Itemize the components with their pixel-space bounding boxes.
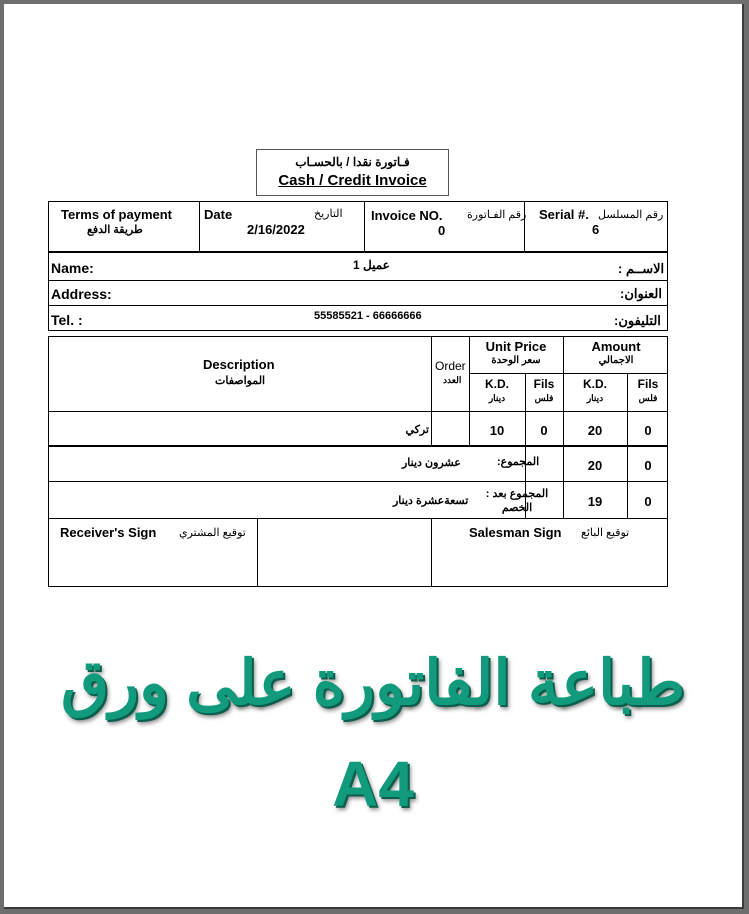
item-description: تركي — [405, 424, 429, 436]
banner-arabic: طباعة الفاتورة على ورق — [60, 649, 686, 718]
items-table — [48, 336, 668, 519]
customer-box — [48, 252, 668, 331]
receiver-sign-ar: توقيع المشتري — [179, 527, 246, 539]
total-fils: 0 — [644, 458, 652, 473]
net-label: المجموع بعد : الخصم — [485, 488, 549, 514]
tel-value: 55585521 - 66666666 — [314, 310, 422, 322]
amount-kd-header-ar: دينار — [586, 393, 604, 403]
signatures-box — [48, 518, 668, 587]
net-fils: 0 — [644, 494, 652, 509]
name-label-en: Name: — [51, 260, 94, 276]
unit-fils-header-ar: فلس — [534, 393, 554, 403]
unit-kd-header-ar: دينار — [488, 393, 506, 403]
print-preview-page — [4, 4, 744, 909]
item-amount-fils: 0 — [644, 423, 652, 438]
address-label-ar: العنوان: — [620, 286, 662, 301]
salesman-sign-ar: توقيع البائع — [581, 527, 630, 539]
date-label-en: Date — [204, 207, 233, 222]
unit-price-header-ar: سعر الوحدة — [491, 355, 541, 366]
net-kd: 19 — [587, 494, 603, 509]
receiver-sign-en: Receiver's Sign — [60, 525, 157, 540]
invoice-value: 0 — [438, 223, 446, 238]
tel-label-ar: التليفون: — [614, 313, 661, 328]
amount-fils-header: Fils — [637, 377, 659, 391]
net-words: تسعةعشرة دينار — [393, 495, 469, 507]
terms-label-ar: طريقة الدفع — [87, 224, 143, 236]
total-kd: 20 — [587, 458, 603, 473]
amount-header-en: Amount — [591, 339, 641, 354]
description-header-ar: المواصفات — [215, 375, 266, 387]
tel-label-en: Tel. : — [51, 312, 83, 328]
address-label-en: Address: — [51, 286, 112, 302]
serial-value: 6 — [592, 222, 600, 237]
terms-label-en: Terms of payment — [61, 207, 173, 222]
date-label-ar: التاريخ — [314, 208, 343, 220]
invoice-title-box — [256, 149, 449, 196]
item-amount-kd: 20 — [587, 423, 603, 438]
unit-price-header-en: Unit Price — [485, 339, 547, 354]
banner-latin: A4 — [332, 748, 414, 820]
total-words: عشرون دينار — [402, 457, 461, 469]
title-english: Cash / Credit Invoice — [278, 172, 427, 189]
description-header-en: Description — [203, 357, 275, 372]
invoice-header-row — [48, 201, 668, 252]
date-value: 2/16/2022 — [247, 222, 305, 237]
unit-kd-header: K.D. — [485, 377, 509, 391]
invoice-label-ar: رقم الفـاتورة — [467, 209, 527, 221]
amount-header-ar: الاجمالي — [598, 355, 634, 366]
amount-fils-header-ar: فلس — [638, 393, 658, 403]
invoice-label-en: Invoice NO. — [371, 208, 443, 223]
serial-label-ar: رقم المسلسل — [598, 209, 664, 221]
item-unit-fils: 0 — [540, 423, 548, 438]
title-arabic: فـاتورة نقدا / بالحسـاب — [295, 155, 410, 169]
order-header-en: Order — [435, 359, 466, 373]
salesman-sign-en: Salesman Sign — [469, 525, 562, 540]
unit-fils-header: Fils — [533, 377, 555, 391]
amount-kd-header: K.D. — [583, 377, 607, 391]
name-label-ar: الاســم : — [618, 261, 665, 276]
order-header-ar: العدد — [443, 375, 462, 385]
name-value: عميل 1 — [353, 258, 390, 272]
item-unit-kd: 10 — [489, 423, 505, 438]
serial-label-en: Serial #. — [539, 207, 589, 222]
total-label: المجموع: — [497, 456, 540, 468]
